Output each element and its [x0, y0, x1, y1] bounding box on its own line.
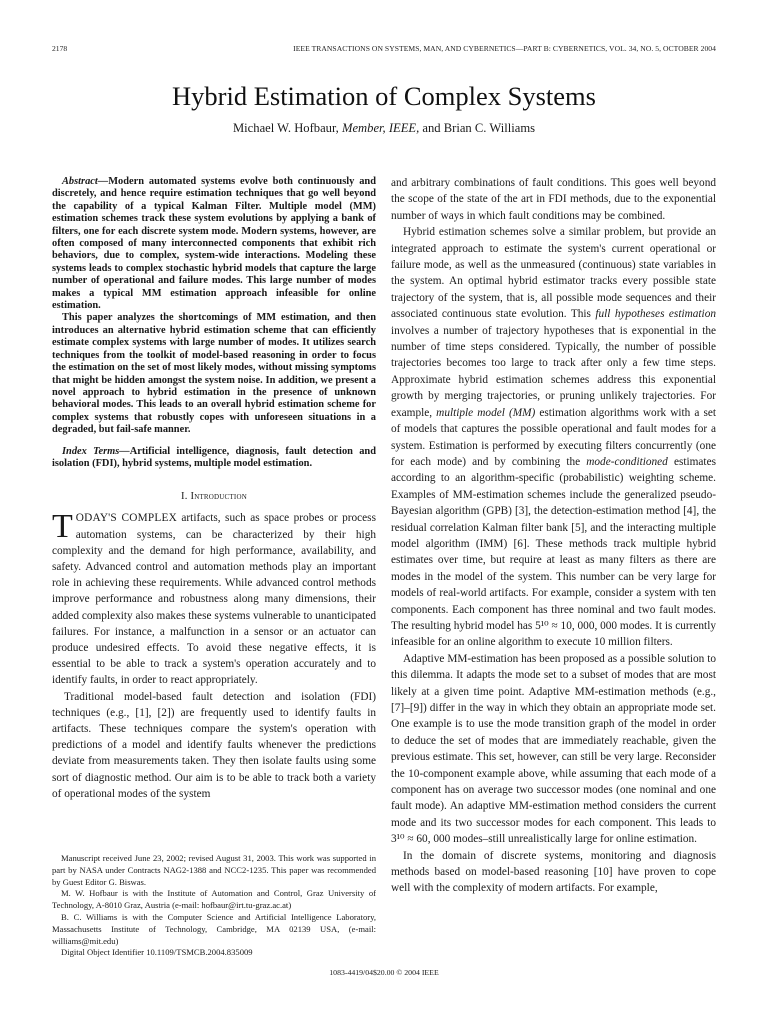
right-column — [391, 175, 716, 897]
right-paragraph-2: Adaptive MM-estimation has been proposed as a possible solution to this dilemma. It adapts the mode set to a subset of modes that are most likely at a given time point. Adaptive MM-estimation methods (e.g., [7]–[9]) differ in the way in which they obtain an appropriate mode set. One example is to use the mode transition graph of the model in order to deduce the set of modes that are immediately reachable, given the previous estimate. This set, however, can still be very large. Reconsider the 10-component example above, while assuming that each mode of a component has on average two successor modes (one nominal and one fault mode). An adaptive MM-estimation method considers the current mode and its two successor modes for each component. This leads to 3¹⁰ ≈ 60, 000 modes–still unrealistically large for online estimation. — [391, 652, 716, 846]
journal-running-head: IEEE TRANSACTIONS ON SYSTEMS, MAN, AND CYBERNETICS—PART B: CYBERNETICS, VOL. 34, NO. 5, OCTOBER 2004 — [293, 44, 716, 53]
drop-cap: T — [52, 508, 73, 546]
footnotes — [52, 853, 376, 959]
index-terms-label: Index Terms— — [62, 445, 130, 457]
footnote-williams: B. C. Williams is with the Computer Science and Artificial Intelligence Laboratory, Massachusetts Institute of Technology, Cambridge, MA 02139 USA, (e-mail: williams@mit.edu) — [52, 911, 376, 946]
left-column — [52, 176, 376, 802]
index-terms-text: Artificial intelligence, diagnosis, fault detection and isolation (FDI), hybrid systems, multiple model estimation. — [52, 445, 376, 469]
footnote-doi: Digital Object Identifier 10.1109/TSMCB.2004.835009 — [61, 947, 253, 958]
author-1: Michael W. Hofbaur, — [232, 121, 339, 135]
math-expression-1: 5¹⁰ ≈ 10, 000, 000 modes — [535, 619, 650, 632]
copyright-footer: 1083-4419/04$20.00 © 2004 IEEE — [329, 968, 439, 977]
footnote-hofbaur: M. W. Hofbaur is with the Institute of Automation and Control, Graz University of Technology, A-8010 Graz, Austria (e-mail: hofbaur@irt.tu-graz.ac.at) — [52, 888, 376, 911]
section-heading-introduction: I. Introduction — [181, 491, 247, 503]
page-number: 2178 — [52, 44, 68, 53]
right-paragraph-0: and arbitrary combinations of fault conditions. This goes well beyond the scope of the state of the art in FDI methods, due to the exponential number of ways in which fault conditions may be combined. — [391, 177, 716, 222]
intro-paragraph-2: Traditional model-based fault detection and isolation (FDI) techniques (e.g., [1], [2]) are frequently used to identify faults in artifacts. These techniques compare the system's operation with predictions of a model and identify faults whenever the predictions deviate from measurements taken. They then isolate faults using some sort of diagnostic method. Our aim is to be able to track both a variety of operational modes of the system — [52, 690, 376, 800]
right-paragraph-1: Hybrid estimation schemes solve a similar problem, but provide an integrated approach to estimate the system's current operational or failure mode, as well as the unmeasured (continuous) state variables in the system. An optimal hybrid estimator tracks every possible state trajectory of the system, that is, all possible mode sequences and their associated continuous state evolution. This full hypotheses estimation involves a number of trajectory hypotheses that is exponential in the number of time steps considered. Typically, the number of possible trajectories becomes too large to track after only a few time steps. Approximate hybrid estimation schemes address this exponential growth by merging trajectories, or pruning unlikely trajectories. For example, multiple model (MM) estimation algorithms work with a set of models that captures the possible operational and fault modes for a system. Estimation is performed by executing filters concurrently (one for each mode) and by combining the mode-conditioned estimates according to an algorithm-specific (probabilistic) weighting scheme. Examples of MM-estimation schemes include the generalized pseudo-Bayesian algorithm (GPB) [3], the detection-estimation method [4], the residual correlation Kalman filter bank [5], and the interacting multiple model algorithm (IMM) [6]. These methods track multiple hybrid estimates over time, but require at least as many filters as there are modes in the model of the system. This number can be very large for models of real-world artifacts. For example, consider a system with ten components. Each component has three nominal and two fault modes. The resulting hybrid model has 5¹⁰ ≈ 10, 000, 000 modes. It is currently infeasible for an online algorithm to execute 10 million filters. — [391, 226, 716, 649]
intro-paragraph-1: TODAY'S COMPLEX artifacts, such as space probes or process automation systems, can be characterized by their high complexity and the demand for high performance, availability, and safety. Advanced control and automation methods play an important role in achieving these requirements. While advanced control methods improve performance and robustness along many dimensions, their added complexity also makes these systems vulnerable to unanticipated failures. For instance, a malfunction in a sensor or an actuator can produce undesired effects. To avoid these negative effects, it is essential to be able to track a system's operation accurately and to identify faults, in order to react appropriately. — [52, 508, 376, 687]
abstract-label: Abstract— — [62, 176, 109, 187]
abstract-paragraph-2: This paper analyzes the shortcomings of MM estimation, and then introduces an alternative hybrid estimation scheme that can efficiently estimate complex systems with large number of modes. It utilizes search techniques from the toolkit of model-based reasoning in order to focus the estimation on the set of most likely modes, without missing symptoms that might be hidden amongst the system noise. In addition, we present a novel approach to hybrid estimation in the presence of unknown behavioral modes. This leads to an overall hybrid estimation scheme for complex systems that robustly copes with unforeseen situations in a degraded, but fail-safe manner. — [52, 312, 376, 436]
abstract-paragraph-1: Abstract—Modern automated systems evolve both continuously and discretely, and hence require estimation techniques that go well beyond the capability of a typical Kalman Filter. Multiple model (MM) estimation schemes track these system evolutions by applying a bank of filters, one for each discrete system mode. Modern systems, however, are often composed of many interconnected components that exhibit rich behaviors, due to complex, system-wide interactions. Modeling these systems leads to complex stochastic hybrid models that capture the large number of operational and failure modes. This large number of modes makes a typical MM estimation approach infeasible for online estimation. — [52, 176, 376, 312]
author-1-role: Member, IEEE, — [341, 121, 420, 135]
author-2: and Brian C. Williams — [422, 121, 536, 135]
paper-title: Hybrid Estimation of Complex Systems — [172, 81, 596, 111]
abstract — [52, 176, 376, 437]
author-line — [0, 120, 768, 136]
right-paragraph-3: In the domain of discrete systems, monitoring and diagnosis methods based on model-based reasoning [10] have proven to cope well with the complexity of modern artifacts. For example, — [391, 849, 716, 895]
footnote-manuscript: Manuscript received June 23, 2002; revised August 31, 2003. This work was supported in part by NASA under Contracts NAG2-1388 and NCC2-1235. This paper was recommended by Guest Editor G. Biswas. — [52, 853, 376, 887]
math-expression-2: 3¹⁰ ≈ 60, 000 modes — [391, 833, 483, 846]
index-terms — [52, 446, 376, 471]
